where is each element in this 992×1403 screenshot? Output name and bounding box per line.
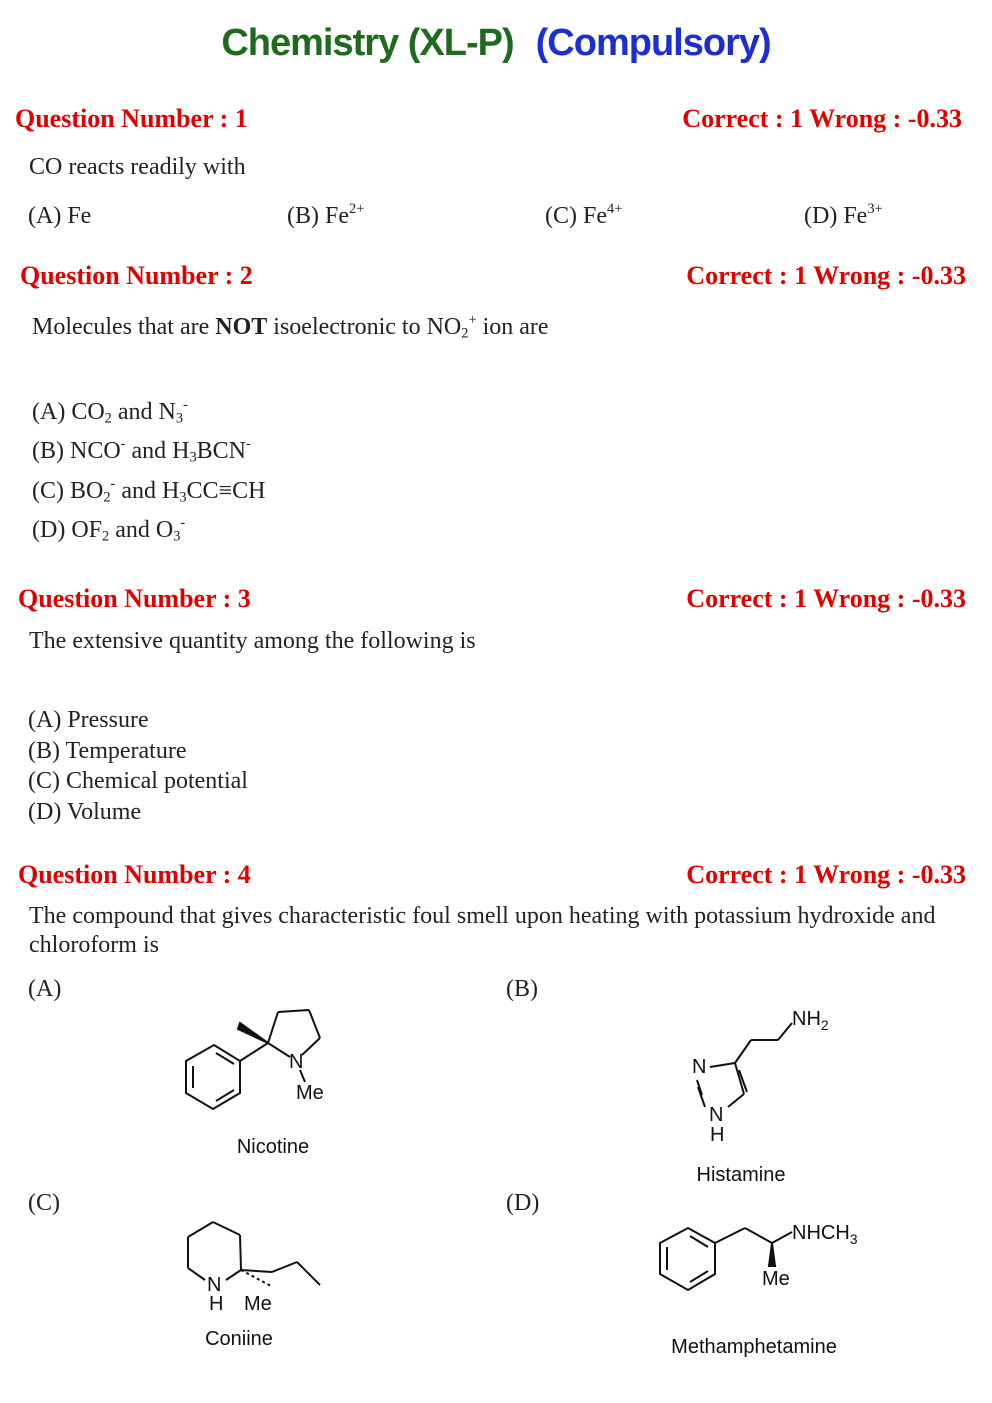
compound-name-nicotine: Nicotine: [236, 1136, 310, 1158]
histamine-nh2-label: $NH_2$: [792, 1008, 829, 1033]
question-4-header: Question Number : 4: [18, 860, 251, 889]
question-1-option-b: (B) $Fe^{2+}$: [287, 200, 365, 229]
question-1-marks: Correct : 1 Wrong : -0.33: [682, 104, 962, 133]
question-4-marks: Correct : 1 Wrong : -0.33: [686, 860, 966, 889]
nicotine-n-label: N: [289, 1051, 304, 1073]
nicotine-me-label: Me: [296, 1082, 324, 1104]
question-4-option-d-label: (D): [506, 1190, 540, 1216]
question-2-option-d: (D) $OF_2$ and $O_3^-$: [32, 514, 186, 545]
question-3-marks: Correct : 1 Wrong : -0.33: [686, 584, 966, 613]
question-3-option-d: (D) Volume: [28, 799, 142, 825]
question-2-option-a: (A) $CO_2$ and $N_3^-$: [32, 396, 188, 427]
question-4-text: The compound that gives characteristic foul smell upon heating with potassium hydroxide and chloroform is: [29, 903, 936, 958]
question-1-header: Question Number : 1: [15, 104, 248, 133]
question-2-marks: Correct : 1 Wrong : -0.33: [686, 261, 966, 290]
question-3-option-c: (C) Chemical potential: [28, 768, 248, 794]
histamine-h-label: H: [710, 1124, 725, 1146]
question-2-option-c: (C) $BO_2^-$ and $H_3CC\equiv CH$: [32, 475, 266, 506]
question-3-option-a: (A) Pressure: [28, 707, 149, 733]
question-1-option-d: (D) $Fe^{3+}$: [804, 200, 883, 229]
question-3-header: Question Number : 3: [18, 584, 251, 613]
question-2-text: Molecules that are NOT isoelectronic to $NO_2^+$ ion are: [32, 311, 549, 342]
title-main: Chemistry (XL-P): [221, 22, 514, 64]
meth-nhch3-label: $NHCH_3$: [792, 1222, 858, 1247]
question-4-option-b-label: (B): [506, 976, 538, 1002]
question-4-option-a-label: (A): [28, 976, 62, 1002]
histamine-n-label: N: [692, 1056, 707, 1078]
question-2-option-b: (B) NCO- and $H_3BCN^-$: [32, 435, 251, 466]
compound-name-methamphetamine: Methamphetamine: [671, 1336, 837, 1358]
compound-name-histamine: Histamine: [696, 1164, 786, 1186]
coniine-me-label: Me: [244, 1293, 272, 1315]
question-3-text: The extensive quantity among the following is: [29, 628, 476, 654]
histamine-ring-n-label: N: [709, 1104, 724, 1126]
meth-me-label: Me: [762, 1268, 790, 1290]
question-2-header: Question Number : 2: [20, 261, 253, 290]
question-3-option-b: (B) Temperature: [28, 738, 187, 764]
histamine-structure: [697, 1023, 792, 1107]
question-1-option-c: (C) $Fe^{4+}$: [545, 200, 623, 229]
coniine-n-label: N: [207, 1274, 222, 1296]
coniine-h-label: H: [209, 1293, 224, 1315]
compound-name-coniine: Coniine: [205, 1328, 273, 1350]
question-4-option-c-label: (C): [28, 1190, 60, 1216]
title-compulsory: (Compulsory): [535, 22, 771, 64]
question-1-text: CO reacts readily with: [29, 154, 246, 180]
question-1-option-a: (A) Fe: [28, 203, 92, 229]
